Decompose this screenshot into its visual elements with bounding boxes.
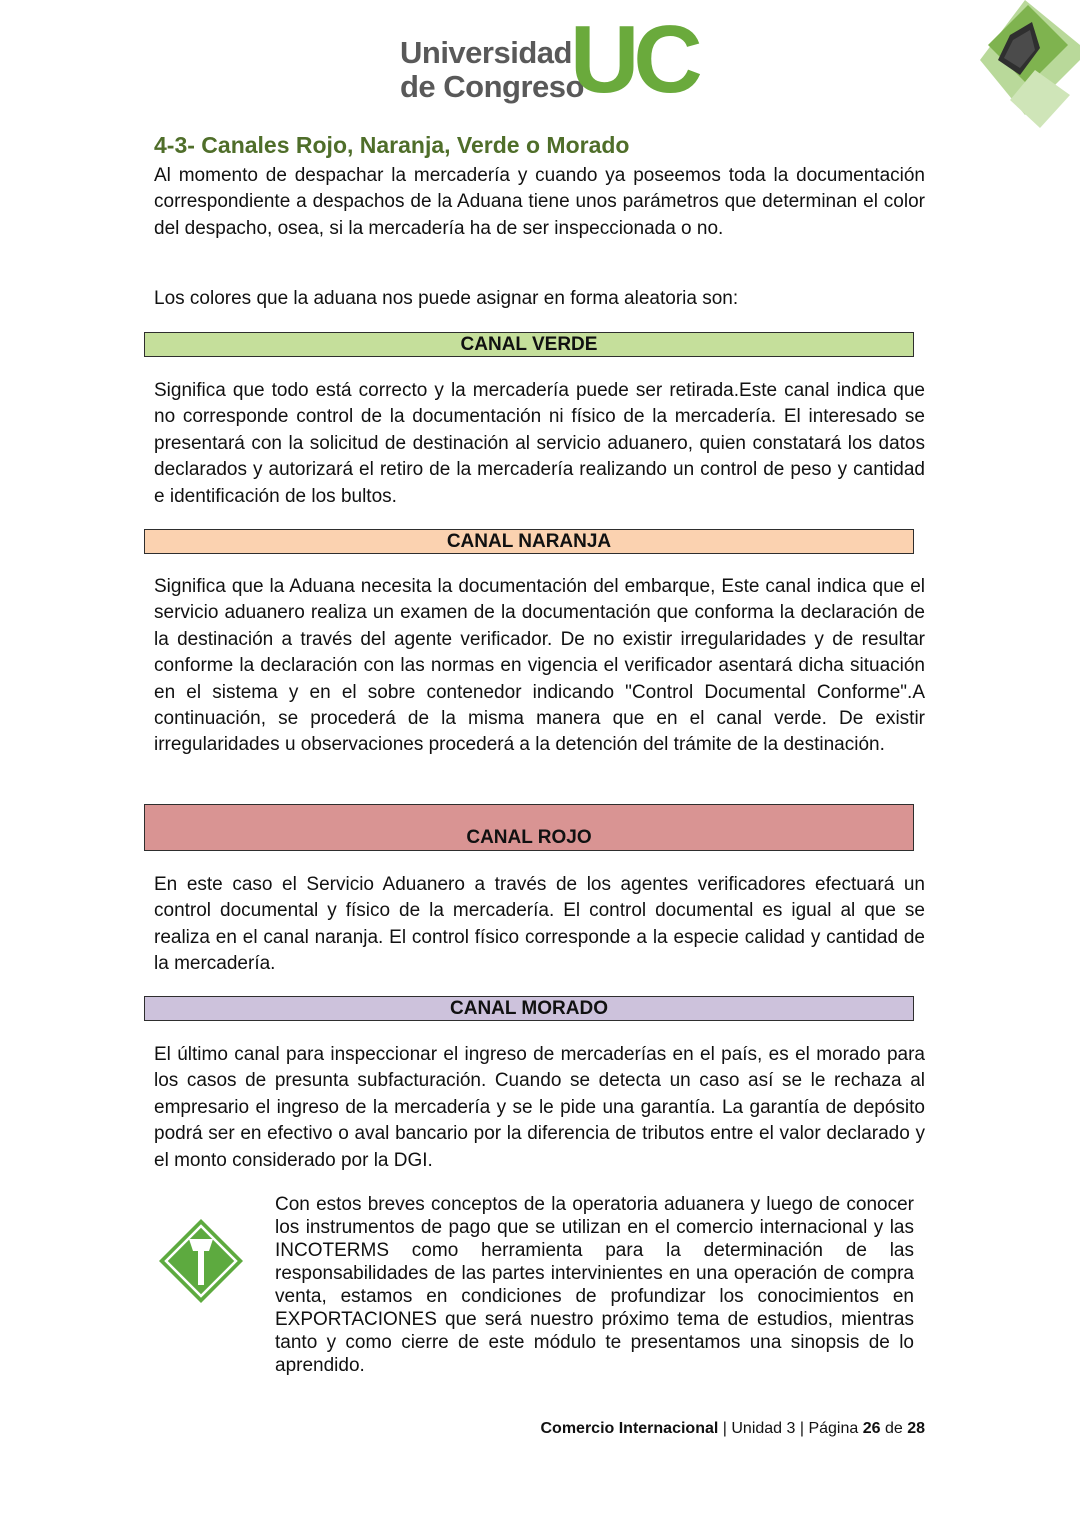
canal-verde-banner: CANAL VERDE — [144, 332, 914, 357]
canal-naranja-paragraph: Significa que la Aduana necesita la documentación del embarque, Este canal indica que el servicio aduanero realiza un examen de la documentación que conforma la declaración de la destinación a través del agente verificador. De no existir irregularidades y de resultar conforme la declaración con las normas en vigencia el verificador asentará dicha situación en el sistema y en el sobre contenedor indicando "Control Documental Conforme".A continuación, se procederá de la misma manera que en el canal verde. De existir irregularidades u observaciones procederá a la detención del trámite de la destinación. — [154, 576, 925, 756]
canal-morado-banner: CANAL MORADO — [144, 996, 914, 1021]
canal-naranja-banner: CANAL NARANJA — [144, 529, 914, 554]
footer-of-label: de — [880, 1420, 908, 1437]
footer-separator-1: | — [718, 1420, 732, 1437]
canal-rojo-banner — [144, 804, 914, 851]
logo-uc: UC — [570, 6, 697, 113]
footer-course: Comercio Internacional — [540, 1420, 719, 1437]
footer-page-total: 28 — [907, 1420, 925, 1437]
section-title: 4-3- Canales Rojo, Naranja, Verde o Morado — [154, 132, 630, 158]
colors-intro-paragraph: Los colores que la aduana nos puede asignar en forma aleatoria son: — [154, 288, 739, 309]
intro-paragraph: Al momento de despachar la mercadería y cuando ya poseemos toda la documentación correspondiente a despachos de la Aduana tiene unos parámetros que determinan el color del despacho, osea, si la mercadería ha de ser inspeccionada o no. — [154, 165, 925, 239]
footer-unit: Unidad 3 — [731, 1420, 796, 1437]
footer-page-number: 26 — [862, 1420, 881, 1437]
logo-text — [400, 36, 584, 104]
university-logo — [400, 6, 700, 113]
canal-rojo-paragraph: En este caso el Servicio Aduanero a través de los agentes verificadores efectuará un control documental y físico de la mercadería. El control documental es igual al que se realiza en el canal naranja. El control físico corresponde a la especie calidad y cantidad de la mercadería. — [154, 874, 925, 975]
logo-line-1: Universidad — [400, 35, 572, 70]
closing-paragraph: Con estos breves conceptos de la operatoria aduanera y luego de conocer los instrumentos de pago que se utilizan en el comercio internacional y las INCOTERMS como herramienta para la determinación de las responsabilidades de las partes intervinientes en una operación de compra venta, estamos en condiciones de profundizar los conocimientos en EXPORTACIONES que será nuestro próximo tema de estudios, mientras tanto y como cierre de este módulo te presentamos una sinopsis de lo aprendido. — [275, 1194, 914, 1376]
milestone-sign-icon — [157, 1217, 245, 1305]
footer-page-label: Página — [808, 1420, 863, 1437]
page-footer — [540, 1420, 925, 1438]
canal-rojo-label: CANAL ROJO — [466, 827, 592, 848]
logo-line-2: de Congreso — [400, 69, 584, 104]
footer-separator-2: | — [795, 1420, 809, 1437]
canal-morado-paragraph: El último canal para inspeccionar el ingreso de mercaderías en el país, es el morado para los casos de presunta subfacturación. Cuando se detecta un caso así se le rechaza al empresario el ingreso de la mercadería y se le pide una garantía. La garantía de depósito podrá ser en efectivo o aval bancario por la diferencia de tributos entre el valor declarado y el monto considerado por la DGI. — [154, 1044, 925, 1171]
canal-verde-paragraph: Significa que todo está correcto y la mercadería puede ser retirada.Este canal indica que no corresponde control de la documentación ni físico de la mercadería. El interesado se presentará con la solicitud de destinación al servicio aduanero, quien constatará los datos declarados y autorizará el retiro de la mercadería realizando un control de peso y cantidad e identificación de los bultos. — [154, 380, 925, 507]
cube-graphic-icon — [980, 0, 1080, 130]
